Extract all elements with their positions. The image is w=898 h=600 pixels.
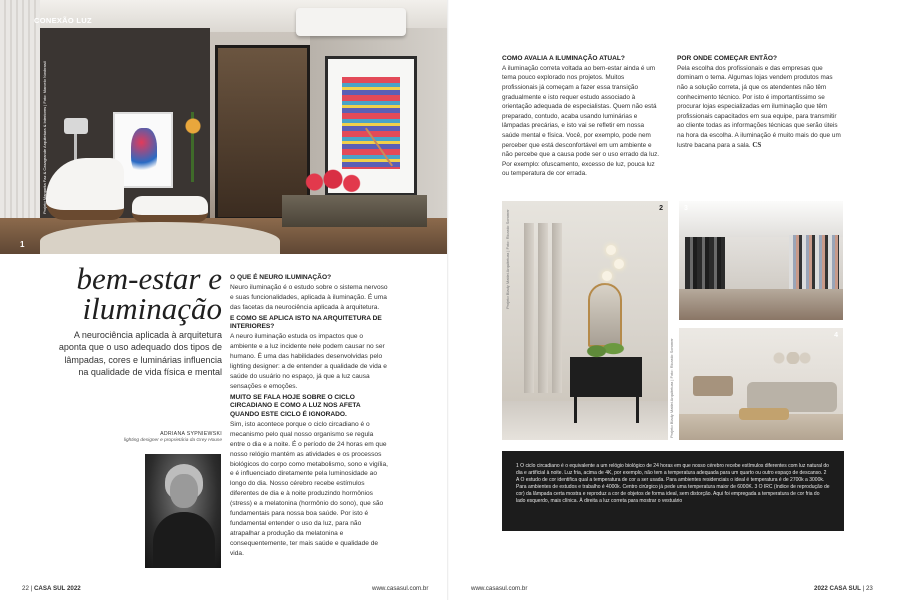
photo-living-room <box>679 328 843 440</box>
black-cabinet <box>570 357 642 397</box>
hero-plant <box>178 112 208 182</box>
photo-number: 2 <box>659 205 663 212</box>
title-line-1: bem-estar e <box>76 261 222 296</box>
answer-paragraph: A iluminação correta voltada ao bem-estar ainda é um tema pouco explorado nos projetos. Muitos profissionais já começam a fazer essa transição gradualmente e isto requer estudo associado à orientação adequada de especialistas. Quem não está preparado, contudo, acaba usando luminárias e lâmpadas precárias, e isto vai se refletir em nossa saúde mental e física. Você, por exemplo, pode nem perceber que está desconfortável em um ambiente e não percebe que a causa pode ser o uso errado da luz. Por exemplo: ofuscamento, excesso de luz, pouca luz ou temperatura de cor errada. <box>502 64 660 178</box>
coffee-table <box>739 408 789 420</box>
wood-slat <box>524 223 534 393</box>
photo-credit: Projeto Blady Mattei Arquitetura | Foto: Ricardo Sommer <box>505 209 510 309</box>
author-name: ADRIANA SYPNIEWSKI <box>160 431 222 437</box>
end-mark: CS <box>752 140 762 149</box>
photo-number: 4 <box>834 332 838 339</box>
page-folio-right: 2022 CASA SUL | 23 <box>814 585 873 592</box>
hero-floor-lamp <box>64 118 88 134</box>
answer-text: Pela escolha dos profissionais e das empresas que dominam o tema. Algumas lojas vendem produtos mas não a solução correta, já que os atendentes não têm conhecimento técnico. Por isto é importantíssimo se procurar lojas especializadas em iluminação que têm profissionais capacitados em sua equipe, para transmitir ao cliente todas as informações técnicas que serão úteis na hora da escolha. A iluminação é muito mais do que um lustre bacana para a sala. <box>677 64 841 149</box>
clothing-rack-left <box>685 237 725 297</box>
plant-leaves <box>584 333 626 359</box>
entry-floor <box>502 401 668 440</box>
question-heading: POR ONDE COMEÇAR ENTÃO? <box>677 55 778 62</box>
article-column-right-1 <box>502 55 660 181</box>
question-heading: COMO AVALIA A ILUMINAÇÃO ATUAL? <box>502 55 625 62</box>
caption-text: 1 O ciclo circadiano é o equivalente a um relógio biológico de 24 horas em que nosso cérebro recebe estímulos diferentes com luz natural do dia e artificial à noite. Luz fria, acima de 4K, por exemplo, não tem a temperatura adequada para um quarto ou outro espaço de descanso. 2 A O estudo de cor identifica qual a temperatura de cor a ser usada. Para ambientes residenciais o ideal é temperatura é de 2700k a 3000k. Para ambientes de estudos e trabalho é 4000k. Centro cirúrgico já pede uma temperatura maior de 6000K. 3 O IRC (índice de reprodução de cor) da lâmpada certa mostra e reproduz a cor de objetos de forma ideal, sem distorção. Aqui foi empregada a temperatura de cor fria do lado esquerdo, mais clínica. À direita a luz correta para mostrar o vestuário <box>516 463 830 504</box>
hero-air-conditioner <box>296 8 406 36</box>
store-ceiling <box>679 201 843 237</box>
author-role: lighting designer e proprietária da Grey House <box>123 438 222 443</box>
article-column-right-2 <box>677 55 843 152</box>
article-column-left <box>230 274 390 561</box>
hero-console <box>282 195 427 227</box>
page-number: 23 <box>865 585 873 592</box>
portrait-body <box>153 512 215 568</box>
wood-slat <box>552 223 562 393</box>
wood-slat <box>538 223 548 393</box>
photo-credit: Projeto Blady Mattei Arquitetura | Foto: Ricardo Sommer <box>669 338 674 438</box>
dining-table <box>693 376 733 396</box>
pendant-globe <box>606 245 616 255</box>
article-title <box>62 261 222 326</box>
magazine-name: 2022 CASA SUL <box>814 585 861 592</box>
caption-box <box>502 451 844 531</box>
photo-number: 3 <box>684 205 688 212</box>
section-label: CONEXÃO LUZ <box>34 16 92 25</box>
page-folio-left: 22 | CASA SUL 2022 <box>22 585 81 592</box>
photo-credit: Projeto Margarita Faz & Casagrande Arquitetura & Interiores | Foto: Marcelo Novbrasil <box>42 61 47 214</box>
photo-store <box>679 201 843 320</box>
website-url[interactable]: www.casasul.com.br <box>471 585 528 592</box>
cabinet-leg <box>636 397 639 423</box>
question-heading: MUITO SE FALA HOJE SOBRE O CICLO CIRCADIANO E COMO A LUZ NOS AFETA QUANDO ESTE CICLO É IGNORADO. <box>230 393 361 419</box>
pendant-globe <box>614 259 624 269</box>
clothing-rack-right <box>789 235 839 291</box>
website-url[interactable]: www.casasul.com.br <box>372 585 429 592</box>
question-heading: O QUE É NEURO ILUMINAÇÃO? <box>230 274 332 281</box>
photo-number: 1 <box>20 240 25 249</box>
hero-flowers <box>302 168 364 196</box>
hero-doorway <box>215 45 310 220</box>
author-block <box>100 431 222 443</box>
right-page <box>449 0 898 600</box>
answer-paragraph: A neuro iluminação estuda os impactos que o ambiente e a luz incidente nele podem causar no ser humano. É uma das habilidades desenvolvidas pelo lighting designer: a de entender a qualidade de vida e saúde do usuário no espaço, já que a luz causa sensações e emoções. <box>230 333 387 390</box>
hero-rug <box>40 222 280 254</box>
page-number: 22 <box>22 585 29 592</box>
title-line-2: iluminação <box>82 291 222 326</box>
article-subtitle: A neurociência aplicada à arquitetura aponta que o uso adequado dos tipos de lâmpadas, cores e luminárias influencia na qualidade de vida física e mental <box>58 330 222 378</box>
portrait-face <box>170 474 198 508</box>
store-floor <box>679 289 843 320</box>
hero-photo <box>0 0 449 254</box>
question-heading: E COMO SE APLICA ISTO NA ARQUITETURA DE INTERIORES? <box>230 314 382 331</box>
hero-blinds <box>0 0 40 254</box>
photo-entryway <box>502 201 668 440</box>
cabinet-leg <box>574 397 577 423</box>
author-portrait <box>145 454 221 568</box>
magazine-name: CASA SUL 2022 <box>33 585 81 592</box>
answer-paragraph: Neuro iluminação é o estudo sobre o sistema nervoso e suas funcionalidades, aplicada à iluminação. É uma das facetas da neurociência aplicada à arquitetura. <box>230 283 388 311</box>
pendant-globe <box>602 271 612 281</box>
answer-paragraph <box>677 64 843 150</box>
wall-sculpture <box>771 352 811 364</box>
answer-paragraph: Sim, isto acontece porque o ciclo circadiano é o mecanismo pelo qual nosso organismo se regula entre o dia e a noite. É o período de 24 horas em que nosso relógio mantém as atividades e os processos biológicos do corpo como metabolismo, sono e vigília, e é influenciado diretamente pela luminosidade ao longo do dia. Nosso cérebro recebe estímulos diferentes de dia e à noite produzindo hormônios (stress) e a melatonina (hormônio do sono), que são fundamentais para nossa boa saúde. Por isto é fundamental entender o uso da luz, para não atrapalhar a produção da melatonina e consequentemente, ter mais saúde e qualidade de vida. <box>230 420 388 557</box>
hero-ottoman <box>132 196 208 222</box>
